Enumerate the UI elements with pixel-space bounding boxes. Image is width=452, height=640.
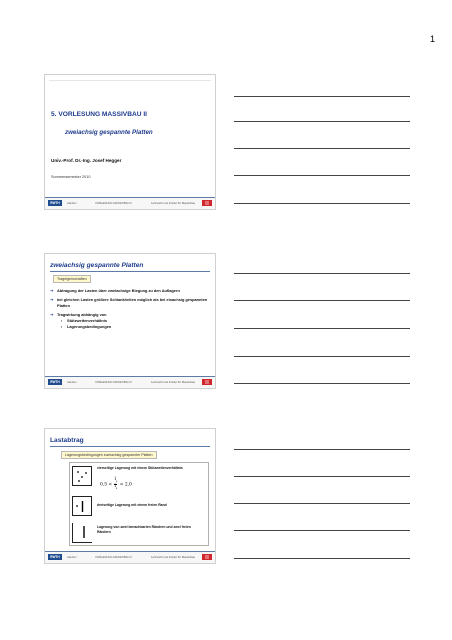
formula-numerator: l	[114, 477, 116, 482]
rwth-logo: RWTH	[48, 379, 62, 385]
four-side-support-icon	[72, 466, 92, 486]
slide-top-rule	[49, 80, 211, 81]
section-label: Lagerungsbedingungen zweiachsig gespannter Platten	[61, 451, 157, 459]
sub-bullet-item: ▪ Stützweitenverhältnis	[50, 318, 212, 324]
note-line	[234, 383, 410, 384]
slide-footer	[45, 197, 215, 209]
formula-denominator: l	[114, 483, 116, 489]
footer-course: VORLESUNG MASSIVBAU II	[95, 380, 132, 384]
note-line	[234, 503, 410, 504]
note-line	[234, 449, 410, 450]
semester: Sommersemester 2010	[51, 175, 91, 179]
imb-logo-icon	[202, 554, 212, 560]
slide-title	[44, 74, 216, 210]
section-label: Trageigenschaften	[53, 275, 91, 283]
bullet-item: ➔ bei gleichen Lasten größere Schlankheiten möglich als bei einachsig gespannten Platten	[50, 297, 212, 309]
imb-logo-icon	[202, 200, 212, 206]
slide-lastabtrag	[44, 428, 216, 564]
formula-denominator-sub: x	[115, 486, 118, 490]
two-side-support-icon	[72, 523, 92, 543]
slide-heading: zweiachsig gespannte Platten	[50, 262, 144, 269]
note-line	[234, 96, 410, 97]
page-number: 1	[430, 34, 436, 44]
note-line	[234, 273, 410, 274]
footer-institute: Lehrstuhl und Institut für Massivbau	[151, 201, 196, 205]
slide-footer	[45, 376, 215, 388]
support-text: Lagerung von zwei benachbarten Rändern und zwei freien Rändern	[97, 525, 191, 534]
imb-logo-icon	[202, 379, 212, 385]
note-line	[234, 476, 410, 477]
slide-heading: Lastabtrag	[50, 437, 84, 444]
bullet-item: ➔ Tragwirkung abhängig von	[50, 312, 212, 318]
note-line	[234, 175, 410, 176]
support-text: dreiseitige Lagerung mit einem freien Rand	[97, 503, 167, 507]
bullet-item: ➔ Abtragung der Lasten über zweiachsige Biegung zu den Auflagern	[50, 288, 212, 294]
rwth-logo: RWTH	[48, 200, 62, 206]
rwth-logo: RWTH	[48, 554, 62, 560]
lecture-subtitle: zweiachsig gespannte Platten	[65, 129, 153, 136]
formula-numerator-sub: y	[115, 479, 118, 483]
support-text: vierseitige Lagerung mit einem Stützweitenverhältnis	[97, 466, 183, 470]
footer-institute: Lehrstuhl und Institut für Massivbau	[151, 380, 196, 384]
three-side-support-icon	[72, 496, 92, 516]
slide-trageigenschaften	[44, 253, 216, 389]
footer-city: Aachen	[67, 380, 77, 384]
note-line	[234, 300, 410, 301]
formula-upper: < 2,0	[119, 482, 132, 488]
heading-rule	[50, 446, 210, 447]
footer-city: Aachen	[67, 555, 77, 559]
footer-city: Aachen	[67, 201, 77, 205]
bullet-list	[50, 288, 212, 330]
note-line	[234, 203, 410, 204]
heading-rule	[50, 271, 210, 272]
note-line	[234, 530, 410, 531]
support-conditions-box	[69, 462, 209, 546]
note-line	[234, 558, 410, 559]
slide-footer	[45, 551, 215, 563]
author: Univ.-Prof. Dr.-Ing. Josef Hegger	[51, 158, 122, 163]
note-line	[234, 121, 410, 122]
lecture-title: 5. VORLESUNG MASSIVBAU II	[51, 111, 147, 118]
aspect-ratio-formula	[100, 478, 132, 491]
footer-course: VORLESUNG MASSIVBAU II	[95, 201, 132, 205]
footer-institute: Lehrstuhl und Institut für Massivbau	[151, 555, 196, 559]
sub-bullet-item: ▪ Lagerungsbedingungen	[50, 324, 212, 330]
note-line	[234, 148, 410, 149]
note-line	[234, 328, 410, 329]
formula-lower: 0,5 <	[100, 482, 113, 488]
footer-course: VORLESUNG MASSIVBAU II	[95, 555, 132, 559]
note-line	[234, 356, 410, 357]
